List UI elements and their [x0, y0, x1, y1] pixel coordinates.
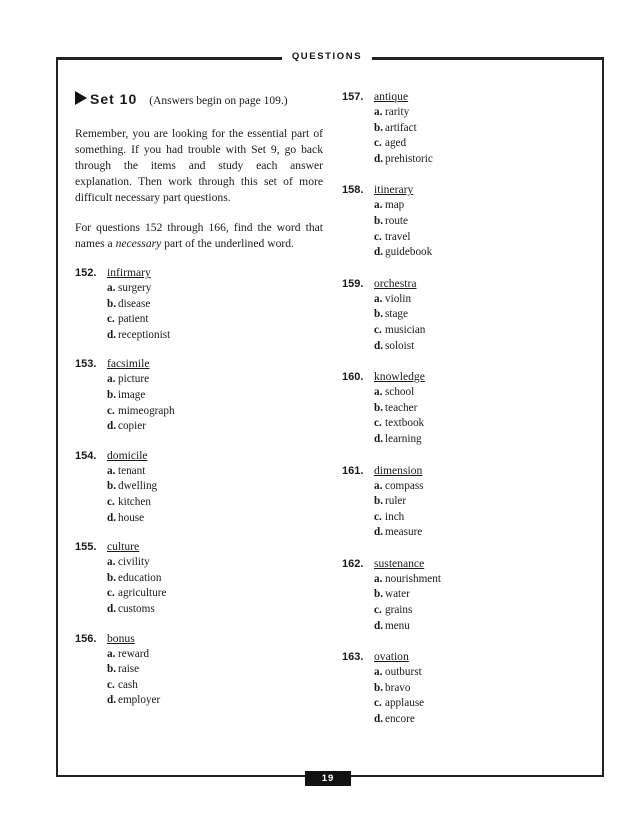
option-letter: d.	[107, 602, 117, 615]
answer-option	[75, 694, 323, 710]
answer-option	[75, 603, 323, 619]
question-word: infirmary	[107, 266, 151, 279]
option-text: guidebook	[385, 246, 433, 259]
option-text: dwelling	[118, 480, 158, 493]
option-text: copier	[118, 420, 146, 433]
option-text: rarity	[385, 106, 410, 118]
option-letter: b.	[107, 388, 117, 401]
question-header	[342, 464, 582, 480]
question-word: ovation	[374, 650, 409, 664]
intro-emphasis: necessary	[115, 237, 162, 250]
question-number: 159.	[342, 277, 364, 290]
question-number: 158.	[342, 184, 364, 197]
header-rule-left	[56, 57, 282, 60]
answer-option	[75, 512, 323, 528]
triangle-bullet-icon	[75, 91, 87, 105]
intro-text: For questions 152 through 166, find the word that names a	[75, 221, 323, 250]
answer-option	[75, 556, 323, 572]
option-letter: a.	[107, 282, 116, 294]
option-letter: b.	[374, 214, 384, 227]
answer-option	[75, 572, 323, 588]
intro-paragraph-1: Remember, you are looking for the essential part of something. If you had trouble with Set 9, go back through the items and study each answer explanation. Then work through this set of more difficult necessary part questions.	[75, 127, 323, 204]
header-rule-right	[372, 57, 602, 60]
question-header	[342, 557, 582, 573]
question-number: 154.	[75, 449, 97, 462]
intro-text: part of the underlined word.	[161, 237, 294, 250]
option-text: textbook	[385, 417, 425, 430]
question-number: 161.	[342, 464, 364, 477]
set-note: (Answers begin on page 109.)	[149, 95, 288, 107]
option-text: measure	[385, 526, 423, 539]
option-text: musician	[385, 323, 426, 336]
answer-option	[342, 526, 582, 542]
question-number: 162.	[342, 557, 364, 570]
answer-option	[75, 587, 323, 603]
option-letter: c.	[107, 313, 115, 326]
option-letter: d.	[374, 152, 384, 165]
option-text: agriculture	[118, 587, 167, 600]
option-text: menu	[385, 619, 410, 632]
option-letter: d.	[374, 526, 384, 539]
answer-option	[342, 308, 582, 324]
question-header	[342, 183, 582, 199]
option-letter: d.	[107, 420, 117, 433]
option-text: education	[118, 571, 162, 584]
answer-option	[75, 298, 323, 314]
answer-option	[75, 373, 323, 389]
section-header: QUESTIONS	[291, 51, 363, 62]
answer-option	[75, 282, 323, 298]
option-letter: c.	[374, 137, 382, 150]
option-letter: b.	[374, 401, 384, 414]
option-letter: b.	[374, 495, 384, 508]
option-text: receptionist	[118, 328, 171, 341]
answer-option	[342, 495, 582, 511]
question-header	[75, 632, 323, 648]
option-letter: c.	[107, 678, 115, 691]
option-text: picture	[118, 373, 150, 386]
answer-option	[342, 199, 582, 215]
option-text: teacher	[385, 401, 418, 414]
option-text: raise	[118, 663, 140, 676]
question-header	[75, 540, 323, 556]
option-text: violin	[385, 292, 412, 305]
option-letter: a.	[107, 464, 116, 477]
answer-option	[342, 697, 582, 713]
option-text: artifact	[385, 121, 417, 134]
question-header	[75, 266, 323, 282]
answer-option	[75, 389, 323, 405]
option-text: surgery	[118, 282, 152, 294]
option-text: cash	[118, 678, 138, 691]
option-text: stage	[385, 308, 408, 321]
answer-option	[75, 313, 323, 329]
option-letter: c.	[374, 604, 382, 617]
question-word: itinerary	[374, 183, 414, 197]
answer-option	[342, 153, 582, 169]
set-heading	[75, 90, 323, 112]
answer-option	[75, 679, 323, 695]
set-title: Set 10	[90, 91, 138, 107]
question-item	[342, 650, 582, 728]
option-text: school	[385, 386, 415, 399]
question-item	[342, 90, 582, 168]
question-word: domicile	[107, 448, 148, 462]
option-text: patient	[118, 313, 149, 326]
option-text: travel	[385, 230, 411, 243]
option-letter: a.	[107, 647, 116, 660]
answer-option	[342, 417, 582, 433]
answer-option	[342, 324, 582, 340]
answer-option	[75, 420, 323, 436]
option-text: prehistoric	[385, 152, 433, 165]
option-letter: b.	[374, 681, 384, 694]
option-letter: b.	[374, 121, 384, 134]
question-item	[75, 540, 323, 618]
option-letter: a.	[374, 106, 383, 118]
option-text: grains	[385, 604, 413, 617]
question-number: 153.	[75, 358, 97, 371]
question-number: 156.	[75, 632, 97, 645]
answer-option	[75, 663, 323, 679]
option-letter: c.	[107, 404, 115, 417]
option-text: tenant	[118, 464, 146, 477]
answer-option	[342, 588, 582, 604]
answer-option	[342, 480, 582, 496]
answer-option	[342, 682, 582, 698]
question-number: 155.	[75, 541, 97, 554]
option-letter: d.	[374, 619, 384, 632]
question-number: 152.	[75, 267, 97, 279]
question-header	[342, 650, 582, 666]
option-letter: b.	[374, 588, 384, 601]
option-letter: b.	[107, 663, 117, 676]
page-number: 19	[305, 771, 351, 786]
option-text: employer	[118, 694, 161, 707]
option-letter: d.	[374, 246, 384, 259]
option-text: water	[385, 588, 410, 601]
option-letter: c.	[374, 230, 382, 243]
question-number: 157.	[342, 91, 364, 103]
option-letter: b.	[107, 480, 117, 493]
answer-option	[342, 122, 582, 138]
option-text: compass	[385, 479, 424, 492]
option-text: aged	[385, 137, 407, 150]
answer-option	[75, 480, 323, 496]
answer-option	[342, 231, 582, 247]
option-letter: d.	[374, 713, 384, 726]
answer-option	[342, 402, 582, 418]
question-item	[342, 370, 582, 448]
question-header	[342, 370, 582, 386]
option-text: disease	[118, 297, 151, 310]
question-item	[75, 632, 323, 710]
option-letter: a.	[374, 199, 383, 212]
option-text: applause	[385, 697, 425, 710]
answer-option	[342, 215, 582, 231]
answer-option	[75, 465, 323, 481]
option-text: encore	[385, 713, 415, 726]
question-header	[75, 449, 323, 465]
option-letter: d.	[374, 432, 384, 445]
option-letter: a.	[107, 556, 116, 569]
question-word: antique	[374, 90, 409, 103]
option-letter: b.	[107, 571, 117, 584]
option-letter: a.	[374, 572, 383, 585]
question-word: sustenance	[374, 556, 425, 570]
option-text: civility	[118, 556, 150, 569]
question-word: bonus	[107, 631, 135, 645]
intro-paragraph-2	[75, 220, 323, 252]
question-list-right	[342, 90, 582, 729]
question-header	[75, 357, 323, 373]
option-letter: d.	[374, 339, 384, 352]
option-text: soloist	[385, 339, 415, 352]
option-letter: c.	[374, 510, 382, 523]
option-text: customs	[118, 602, 155, 615]
option-text: image	[118, 388, 146, 401]
question-item	[342, 183, 582, 261]
answer-option	[342, 433, 582, 449]
option-letter: c.	[374, 417, 382, 430]
option-text: mimeograph	[118, 404, 175, 417]
question-list-left	[75, 266, 323, 710]
answer-option	[75, 405, 323, 421]
answer-option	[342, 604, 582, 620]
option-letter: a.	[374, 386, 383, 399]
question-word: facsimile	[107, 357, 150, 371]
right-column	[342, 90, 582, 729]
question-item	[342, 557, 582, 635]
question-item	[75, 449, 323, 527]
answer-option	[342, 293, 582, 309]
question-item	[342, 277, 582, 355]
question-word: knowledge	[374, 370, 425, 384]
answer-option	[75, 329, 323, 345]
question-item	[75, 266, 323, 344]
question-number: 163.	[342, 651, 364, 664]
question-word: orchestra	[374, 276, 417, 290]
option-text: nourishment	[385, 572, 441, 585]
option-text: kitchen	[118, 495, 151, 508]
option-letter: d.	[107, 511, 117, 524]
question-header	[342, 90, 582, 106]
question-item	[342, 464, 582, 542]
answer-option	[342, 386, 582, 402]
answer-option	[342, 620, 582, 636]
option-letter: c.	[374, 323, 382, 336]
option-text: inch	[385, 510, 405, 523]
option-letter: c.	[107, 495, 115, 508]
option-letter: c.	[374, 697, 382, 710]
answer-option	[342, 106, 582, 122]
question-word: dimension	[374, 463, 423, 477]
option-letter: b.	[107, 297, 117, 310]
answer-option	[342, 340, 582, 356]
left-column	[75, 90, 323, 710]
answer-option	[342, 246, 582, 262]
answer-option	[342, 713, 582, 729]
question-item	[75, 357, 323, 435]
option-text: map	[385, 199, 405, 212]
question-number: 160.	[342, 371, 364, 384]
option-text: outburst	[385, 666, 422, 679]
answer-option	[342, 666, 582, 682]
answer-option	[342, 511, 582, 527]
option-letter: d.	[107, 694, 117, 707]
option-letter: d.	[107, 328, 117, 341]
answer-option	[75, 496, 323, 512]
question-header	[342, 277, 582, 293]
option-letter: a.	[374, 479, 383, 492]
answer-option	[75, 648, 323, 664]
option-text: house	[118, 511, 145, 524]
option-letter: a.	[374, 292, 383, 305]
option-letter: c.	[107, 587, 115, 600]
option-letter: a.	[107, 373, 116, 386]
answer-option	[342, 137, 582, 153]
option-text: learning	[385, 432, 422, 445]
answer-option	[342, 573, 582, 589]
option-letter: b.	[374, 308, 384, 321]
option-text: reward	[118, 647, 150, 660]
option-text: ruler	[385, 495, 407, 508]
option-letter: a.	[374, 666, 383, 679]
question-word: culture	[107, 540, 140, 554]
option-text: route	[385, 214, 408, 227]
option-text: bravo	[385, 681, 411, 694]
